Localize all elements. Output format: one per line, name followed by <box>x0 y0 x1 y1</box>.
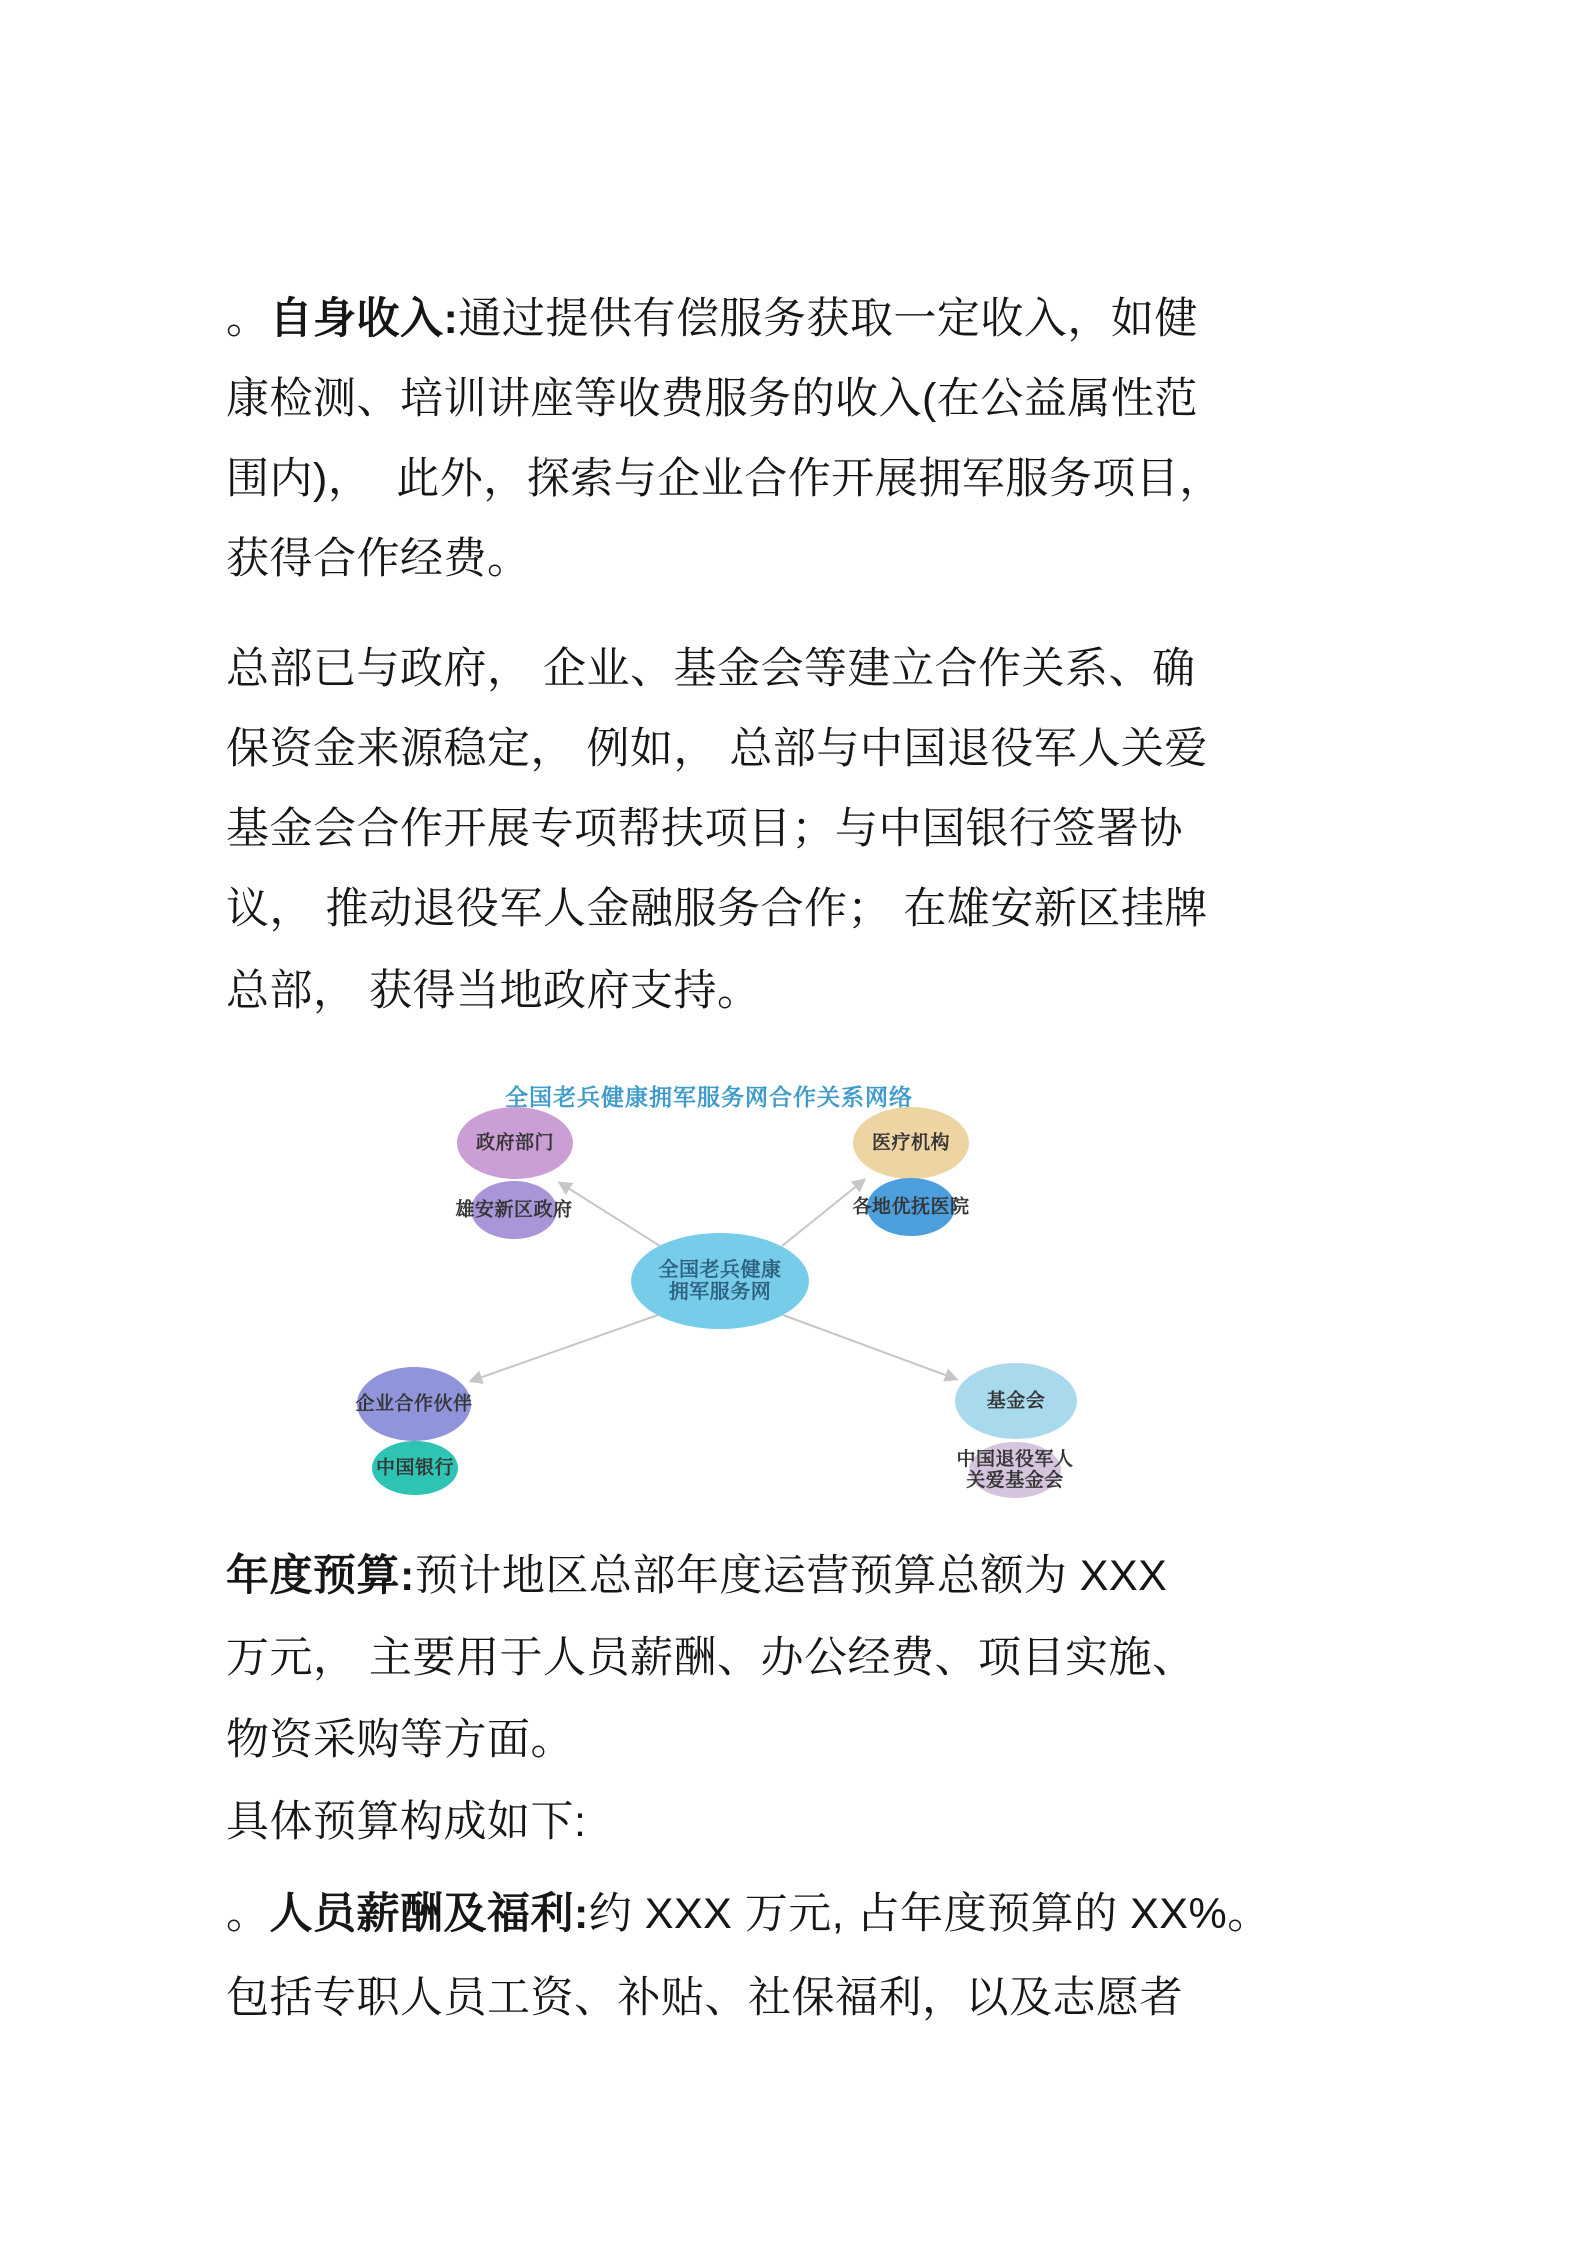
text-run-bold: 人员薪酬及福利: <box>269 1890 589 1938</box>
text-run: 围内)， 此外，探索与企业合作开展拥军服务项目， <box>226 455 1223 503</box>
node-national-veterans-service-network-label: 全国老兵健康 <box>658 1259 782 1281</box>
text-run: 通过提供有偿服务获取一定收入，如健 <box>458 295 1198 343</box>
arrow-to-foundations <box>783 1315 956 1379</box>
node-bank-of-china-label: 中国银行 <box>375 1457 455 1479</box>
arrow-to-enterprise <box>471 1315 658 1381</box>
text-run: 预计地区总部年度运营预算总额为 XXX <box>414 1552 1168 1600</box>
text-run: 。 <box>226 295 270 343</box>
text-run: 总部， 获得当地政府支持。 <box>226 967 761 1015</box>
text-run: 物资采购等方面。 <box>226 1716 574 1764</box>
text-run: 获得合作经费。 <box>226 535 531 583</box>
node-medical-institutions-label: 医疗机构 <box>871 1132 951 1154</box>
text-run: 康检测、培训讲座等收费服务的收入(在公益属性范 <box>226 375 1198 423</box>
text-run: 总部已与政府， 企业、基金会等建立合作关系、确 <box>226 645 1196 693</box>
text-run: 。 <box>226 1890 270 1938</box>
text-run: 基金会合作开展专项帮扶项目；与中国银行签署协 <box>226 805 1183 853</box>
node-foundations-label: 基金会 <box>986 1390 1046 1412</box>
node-national-veterans-service-network-label: 拥军服务网 <box>668 1281 772 1303</box>
node-china-veterans-care-foundation-label: 中国退役军人 <box>956 1449 1074 1470</box>
text-run: 约 XXX 万元, 占年度预算的 XX%。 <box>588 1890 1271 1938</box>
text-run: 万元， 主要用于人员薪酬、办公经费、项目实施、 <box>226 1634 1196 1682</box>
text-run: 具体预算构成如下: <box>226 1798 587 1846</box>
diagram-title: 全国老兵健康拥军服务网合作关系网络 <box>505 1084 913 1110</box>
text-run: 包括专职人员工资、补贴、社保福利，以及志愿者 <box>226 1974 1183 2022</box>
node-government-departments-label: 政府部门 <box>475 1132 555 1154</box>
node-local-veterans-hospitals-label: 各地优抚医院 <box>852 1196 970 1218</box>
text-run: 保资金来源稳定， 例如， 总部与中国退役军人关爱 <box>226 725 1208 773</box>
text-run: 议， 推动退役军人金融服务合作； 在雄安新区挂牌 <box>226 885 1208 933</box>
node-enterprise-partners-label: 企业合作伙伴 <box>355 1393 473 1415</box>
node-xiongan-new-area-government-label: 雄安新区政府 <box>455 1199 573 1221</box>
text-run-bold: 年度预算: <box>226 1552 415 1600</box>
node-china-veterans-care-foundation-label: 关爱基金会 <box>966 1470 1064 1491</box>
arrow-to-government <box>560 1183 660 1246</box>
text-run-bold: 自身收入: <box>269 295 459 343</box>
